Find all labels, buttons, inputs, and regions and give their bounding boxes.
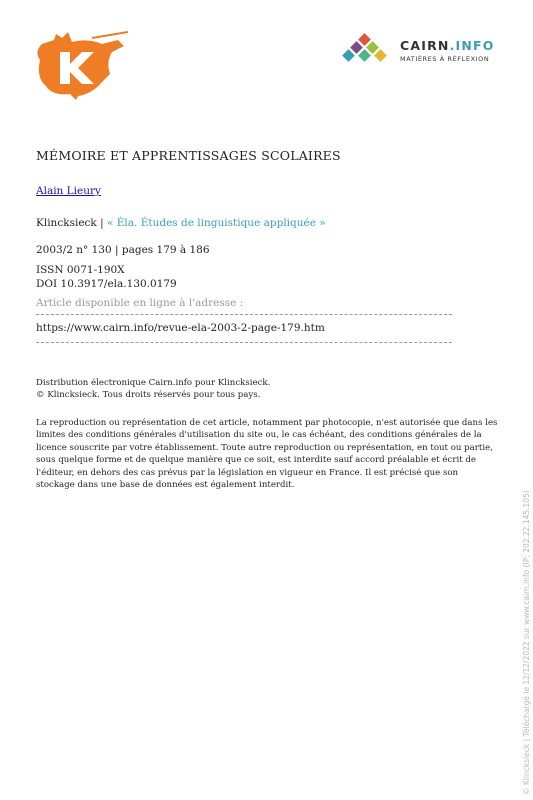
series-link[interactable]: « Éla. Études de linguistique appliquée » xyxy=(107,217,326,229)
publisher-separator: | xyxy=(96,217,107,229)
cairn-wordmark: CAIRN.INFO xyxy=(400,38,495,53)
legal-notice: La reproduction ou représentation de cet article, notamment par photocopie, n'est autorisée que dans les limites des conditions générales d'utilisation du site ou, le cas échéant, des conditions générales de la licence souscrite par votre établissement. Toute autre reproduction ou représentation, en tout ou partie, sous quelque forme et de quelque manière que ce soit, est interdite sauf accord préalable et écrit de l'éditeur, en dehors des cas prévus par la législation en vigueur en France. Il est précisé que son stockage dans une base de données est également interdit. xyxy=(36,418,498,491)
publisher-line xyxy=(36,217,326,229)
divider-top xyxy=(36,314,452,315)
article-url[interactable]: https://www.cairn.info/revue-ela-2003-2-page-179.htm xyxy=(36,322,325,334)
klincksieck-k-icon xyxy=(32,30,132,100)
divider-bottom xyxy=(36,342,452,343)
available-online-label: Article disponible en ligne à l'adresse : xyxy=(36,297,244,309)
copyright-line: © Klincksieck. Tous droits réservés pour tous pays. xyxy=(36,390,261,400)
klincksieck-logo xyxy=(32,30,132,100)
publisher-name: Klincksieck xyxy=(36,217,97,229)
author-link[interactable]: Alain Lieury xyxy=(36,185,101,197)
issue-info: 2003/2 n° 130 | pages 179 à 186 xyxy=(36,244,210,256)
doi: DOI 10.3917/ela.130.0179 xyxy=(36,278,177,290)
article-title: MÉMOIRE ET APPRENTISSAGES SCOLAIRES xyxy=(36,148,341,163)
cairn-logo xyxy=(338,33,508,71)
cairn-tagline: MATIÈRES À RÉFLEXION xyxy=(400,55,490,63)
side-watermark: © Klincksieck | Téléchargé le 12/12/2022 sur www.cairn.info (IP: 202.22.145.105) xyxy=(522,490,531,795)
issn: ISSN 0071-190X xyxy=(36,264,125,276)
distribution-notice xyxy=(36,377,270,401)
cairn-diamonds-icon xyxy=(338,33,396,71)
distribution-line: Distribution électronique Cairn.info pour Klincksieck. xyxy=(36,378,271,388)
